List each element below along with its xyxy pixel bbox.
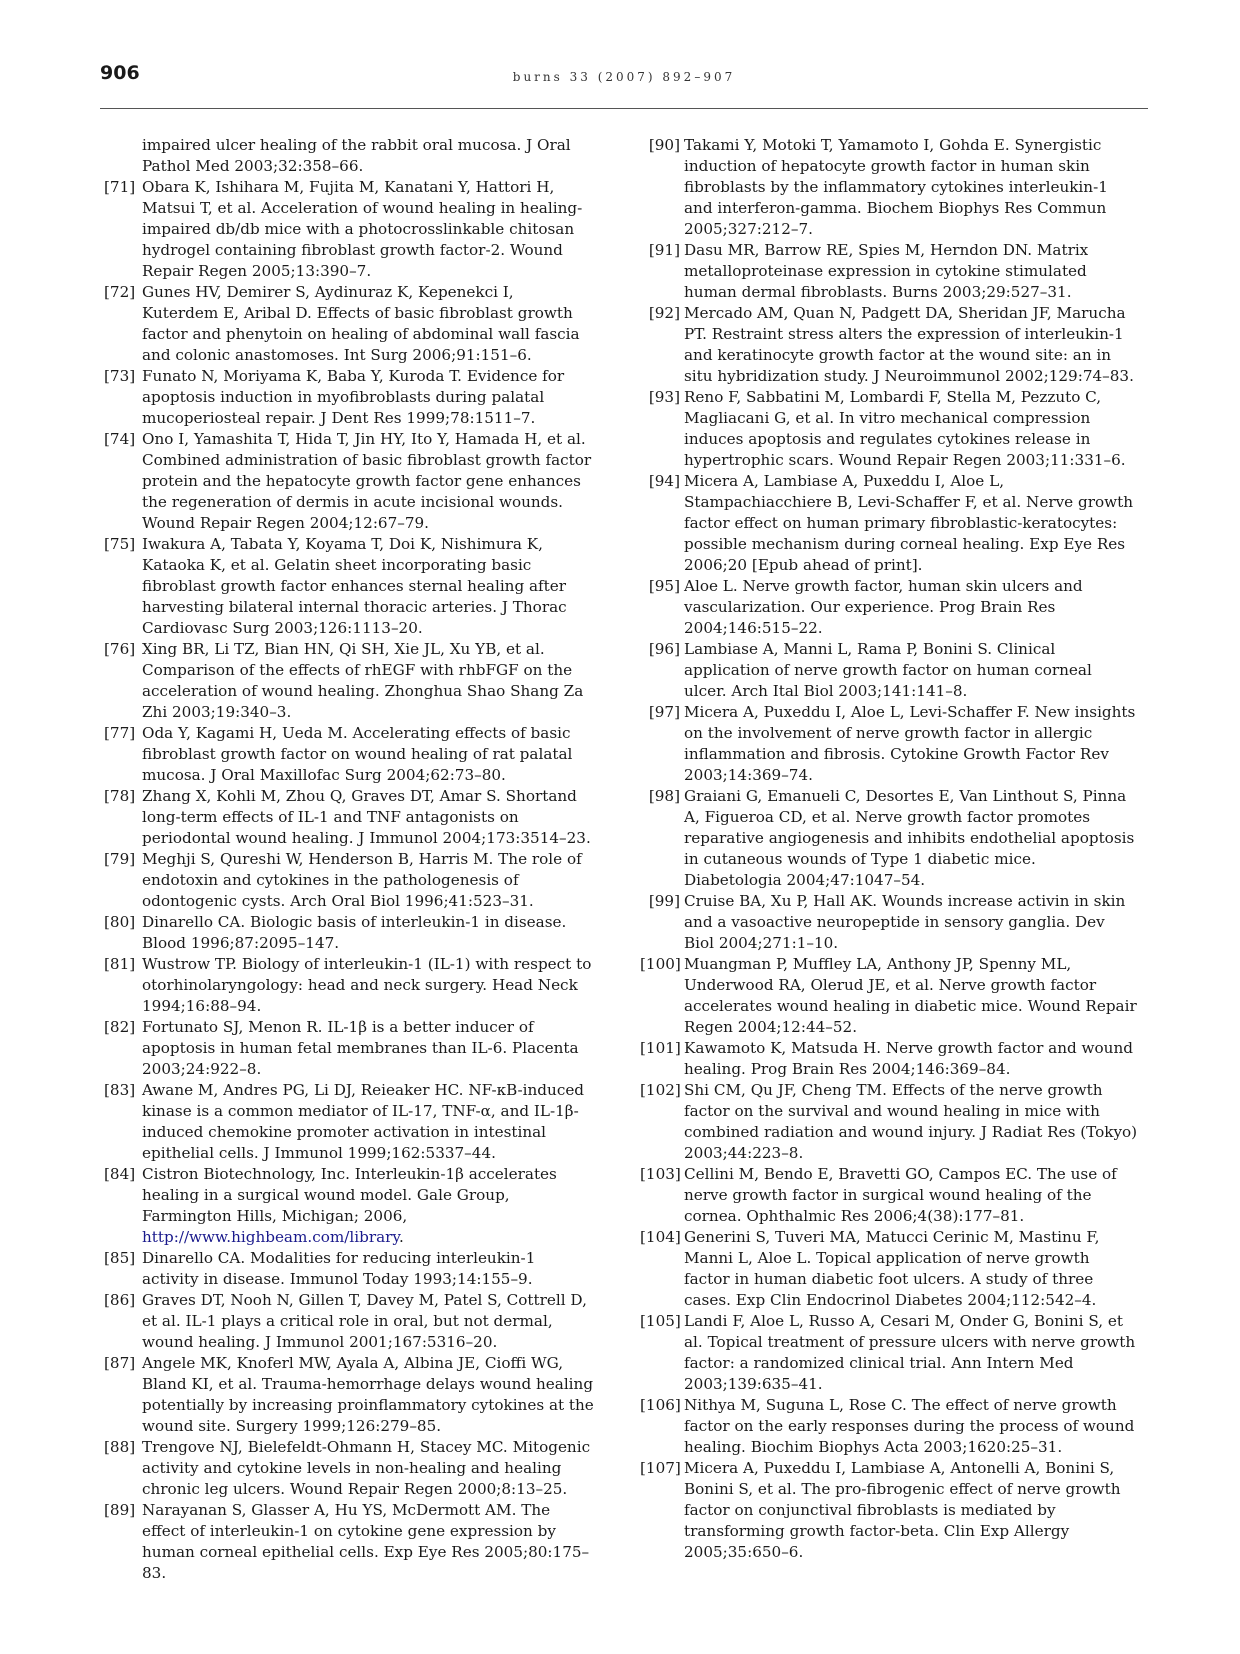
reference-item [642,1038,1138,1080]
reference-item [104,1080,594,1164]
reference-number: [85] [104,1249,136,1267]
reference-text: Shi CM, Qu JF, Cheng TM. Effects of the nerve growth factor on the survival and wound healing in mice with combined radiation and wound injury. J Radiat Res (Tokyo) 2003;44:223–8. [684,1081,1138,1162]
running-head: burns 33 (2007) 892–907 [512,70,736,84]
reference-continuation: impaired ulcer healing of the rabbit oral mucosa. J Oral Pathol Med 2003;32:358–66. [142,136,571,175]
reference-text: Lambiase A, Manni L, Rama P, Bonini S. Clinical application of nerve growth factor on human corneal ulcer. Arch Ital Biol 2003;141:141–8. [684,640,1092,700]
reference-number: [79] [104,850,136,868]
reference-text: Generini S, Tuveri MA, Matucci Cerinic M, Mastinu F, Manni L, Aloe L. Topical application of nerve growth factor in human diabetic foot ulcers. A study of three cases. Exp Clin Endocrinol Diabetes 2004;112:542–4. [684,1228,1100,1309]
reference-number: [81] [104,955,136,973]
reference-item [642,471,1138,576]
reference-number: [100] [640,955,681,973]
reference-number: [101] [640,1039,681,1057]
reference-number: [107] [640,1459,681,1477]
reference-number: [86] [104,1291,136,1309]
reference-list-right [642,135,1138,1563]
reference-text: Kawamoto K, Matsuda H. Nerve growth factor and wound healing. Prog Brain Res 2004;146:369–84. [684,1039,1133,1078]
reference-text: Cellini M, Bendo E, Bravetti GO, Campos EC. The use of nerve growth factor in surgical wound healing of the cornea. Ophthalmic Res 2006;4(38):177–81. [684,1165,1117,1225]
reference-text: Fortunato SJ, Menon R. IL-1β is a better inducer of apoptosis in human fetal membranes than IL-6. Placenta 2003;24:922–8. [142,1018,579,1078]
reference-item [104,282,594,366]
reference-number: [84] [104,1165,136,1183]
reference-link[interactable]: http://www.highbeam.com/library [142,1228,399,1246]
page-number: 906 [100,62,140,84]
reference-item [104,954,594,1017]
reference-text: Ono I, Yamashita T, Hida T, Jin HY, Ito Y, Hamada H, et al. Combined administration of basic fibroblast growth factor protein and the hepatocyte growth factor gene enhances the regeneration of dermis in acute incisional wounds. Wound Repair Regen 2004;12:67–79. [142,430,592,532]
reference-number: [102] [640,1081,681,1099]
reference-item [104,429,594,534]
reference-item [104,723,594,786]
reference-item [104,1248,594,1290]
reference-text: Landi F, Aloe L, Russo A, Cesari M, Onder G, Bonini S, et al. Topical treatment of pressure ulcers with nerve growth factor: a randomized clinical trial. Ann Intern Med 2003;139:635–41. [684,1312,1136,1393]
reference-item [642,1227,1138,1311]
reference-number: [92] [648,304,680,322]
reference-item [642,387,1138,471]
reference-item [104,912,594,954]
reference-text: Dinarello CA. Modalities for reducing interleukin-1 activity in disease. Immunol Today 1993;14:155–9. [142,1249,536,1288]
reference-item [642,303,1138,387]
reference-number: [96] [648,640,680,658]
reference-text-suffix: . [398,1228,404,1246]
reference-number: [93] [648,388,680,406]
reference-text: Awane M, Andres PG, Li DJ, Reieaker HC. NF-κB-induced kinase is a common mediator of IL-17, TNF-α, and IL-1β-induced chemokine promoter activation in intestinal epithelial cells. J Immunol 1999;162:5337–44. [142,1081,585,1162]
reference-column-left [104,135,594,1584]
reference-number: [88] [104,1438,136,1456]
reference-text: Oda Y, Kagami H, Ueda M. Accelerating effects of basic fibroblast growth factor on wound healing of rat palatal mucosa. J Oral Maxillofac Surg 2004;62:73–80. [142,724,573,784]
reference-text: Iwakura A, Tabata Y, Koyama T, Doi K, Nishimura K, Kataoka K, et al. Gelatin sheet incorporating basic fibroblast growth factor enhances sternal healing after harvesting bilateral internal thoracic arteries. J Thorac Cardiovasc Surg 2003;126:1113–20. [142,535,567,637]
reference-item [104,1017,594,1080]
reference-column-right [642,135,1138,1563]
page-header [100,62,1148,109]
reference-number: [105] [640,1312,681,1330]
reference-item [642,891,1138,954]
reference-item [642,135,1138,240]
reference-number: [73] [104,367,136,385]
reference-item [642,240,1138,303]
reference-item [642,576,1138,639]
reference-text: Dasu MR, Barrow RE, Spies M, Herndon DN. Matrix metalloproteinase expression in cytokine stimulated human dermal fibroblasts. Burns 2003;29:527–31. [684,241,1089,301]
reference-number: [103] [640,1165,681,1183]
reference-item [104,366,594,429]
reference-item [642,1080,1138,1164]
reference-text: Angele MK, Knoferl MW, Ayala A, Albina JE, Cioffi WG, Bland KI, et al. Trauma-hemorrhage delays wound healing potentially by increasing proinflammatory cytokines at the wound site. Surgery 1999;126:279–85. [142,1354,594,1435]
reference-number: [74] [104,430,136,448]
reference-text: Takami Y, Motoki T, Yamamoto I, Gohda E. Synergistic induction of hepatocyte growth factor in human skin fibroblasts by the inflammatory cytokines interleukin-1 and interferon-gamma. Biochem Biophys Res Commun 2005;327:212–7. [684,136,1108,238]
reference-item [104,1437,594,1500]
reference-text: Funato N, Moriyama K, Baba Y, Kuroda T. Evidence for apoptosis induction in myofibroblasts during palatal mucoperiosteal repair. J Dent Res 1999;78:1511–7. [142,367,565,427]
reference-text: Dinarello CA. Biologic basis of interleukin-1 in disease. Blood 1996;87:2095–147. [142,913,567,952]
reference-text: Micera A, Puxeddu I, Aloe L, Levi-Schaffer F. New insights on the involvement of nerve growth factor in allergic inflammation and fibrosis. Cytokine Growth Factor Rev 2003;14:369–74. [684,703,1136,784]
reference-text: Xing BR, Li TZ, Bian HN, Qi SH, Xie JL, Xu YB, et al. Comparison of the effects of rhEGF with rhbFGF on the acceleration of wound healing. Zhonghua Shao Shang Za Zhi 2003;19:340–3. [142,640,584,721]
reference-item [104,534,594,639]
reference-number: [87] [104,1354,136,1372]
reference-number: [106] [640,1396,681,1414]
reference-item [642,954,1138,1038]
reference-text: Zhang X, Kohli M, Zhou Q, Graves DT, Amar S. Shortand long-term effects of IL-1 and TNF antagonists on periodontal wound healing. J Immunol 2004;173:3514–23. [142,787,591,847]
reference-item [104,1500,594,1584]
reference-text: Mercado AM, Quan N, Padgett DA, Sheridan JF, Marucha PT. Restraint stress alters the expression of interleukin-1 and keratinocyte growth factor at the wound site: an in situ hybridization study. J Neuroimmunol 2002;129:74–83. [684,304,1134,385]
reference-number: [95] [648,577,680,595]
reference-item [642,1395,1138,1458]
reference-item [104,639,594,723]
reference-item [104,786,594,849]
reference-item [642,639,1138,702]
reference-text: Narayanan S, Glasser A, Hu YS, McDermott AM. The effect of interleukin-1 on cytokine gene expression by human corneal epithelial cells. Exp Eye Res 2005;80:175–83. [142,1501,590,1582]
reference-text: Cistron Biotechnology, Inc. Interleukin-1β accelerates healing in a surgical wound model. Gale Group, Farmington Hills, Michigan; 2006, [142,1165,557,1225]
reference-number: [104] [640,1228,681,1246]
reference-number: [89] [104,1501,136,1519]
reference-number: [98] [648,787,680,805]
reference-number: [72] [104,283,136,301]
reference-item [642,1311,1138,1395]
reference-item [104,1290,594,1353]
reference-list-left [104,177,594,1584]
reference-text: Reno F, Sabbatini M, Lombardi F, Stella M, Pezzuto C, Magliacani G, et al. In vitro mechanical compression induces apoptosis and regulates cytokines release in hypertrophic scars. Wound Repair Regen 2003;11:331–6. [684,388,1126,469]
reference-text: Graves DT, Nooh N, Gillen T, Davey M, Patel S, Cottrell D, et al. IL-1 plays a critical role in oral, but not dermal, wound healing. J Immunol 2001;167:5316–20. [142,1291,587,1351]
reference-number: [90] [648,136,680,154]
reference-text: Wustrow TP. Biology of interleukin-1 (IL-1) with respect to otorhinolaryngology: head and neck surgery. Head Neck 1994;16:88–94. [142,955,592,1015]
reference-text: Nithya M, Suguna L, Rose C. The effect of nerve growth factor on the early responses during the process of wound healing. Biochim Biophys Acta 2003;1620:25–31. [684,1396,1135,1456]
reference-number: [97] [648,703,680,721]
reference-number: [77] [104,724,136,742]
reference-text: Micera A, Puxeddu I, Lambiase A, Antonelli A, Bonini S, Bonini S, et al. The pro-fibrogenic effect of nerve growth factor on conjunctival fibroblasts is mediated by transforming growth factor-beta. Clin Exp Allergy 2005;35:650–6. [684,1459,1121,1561]
reference-item [104,1353,594,1437]
reference-text: Gunes HV, Demirer S, Aydinuraz K, Kepenekci I, Kuterdem E, Aribal D. Effects of basic fibroblast growth factor and phenytoin on healing of abdominal wall fascia and colonic anastomoses. Int Surg 2006;91:151–6. [142,283,580,364]
reference-number: [99] [648,892,680,910]
reference-text: Trengove NJ, Bielefeldt-Ohmann H, Stacey MC. Mitogenic activity and cytokine levels in non-healing and healing chronic leg ulcers. Wound Repair Regen 2000;8:13–25. [142,1438,591,1498]
reference-text: Micera A, Lambiase A, Puxeddu I, Aloe L, Stampachiacchiere B, Levi-Schaffer F, et al. Nerve growth factor effect on human primary fibroblastic-keratocytes: possible mechanism during corneal healing. Exp Eye Res 2006;20 [Epub ahead of print]. [684,472,1133,574]
reference-item [642,786,1138,891]
reference-item [104,177,594,282]
reference-number: [78] [104,787,136,805]
reference-item [104,849,594,912]
reference-text: Obara K, Ishihara M, Fujita M, Kanatani Y, Hattori H, Matsui T, et al. Acceleration of wound healing in healing-impaired db/db mice with a photocrosslinkable chitosan hydrogel containing fibroblast growth factor-2. Wound Repair Regen 2005;13:390–7. [142,178,583,280]
reference-text: Cruise BA, Xu P, Hall AK. Wounds increase activin in skin and a vasoactive neuropeptide in sensory ganglia. Dev Biol 2004;271:1–10. [684,892,1126,952]
reference-text: Meghji S, Qureshi W, Henderson B, Harris M. The role of endotoxin and cytokines in the pathologenesis of odontogenic cysts. Arch Oral Biol 1996;41:523–31. [142,850,582,910]
reference-item [642,1164,1138,1227]
reference-number: [91] [648,241,680,259]
reference-text: Muangman P, Muffley LA, Anthony JP, Spenny ML, Underwood RA, Olerud JE, et al. Nerve growth factor accelerates wound healing in diabetic mice. Wound Repair Regen 2004;12:44–52. [684,955,1137,1036]
reference-number: [94] [648,472,680,490]
reference-item [642,1458,1138,1563]
reference-number: [83] [104,1081,136,1099]
reference-text: Aloe L. Nerve growth factor, human skin ulcers and vascularization. Our experience. Prog Brain Res 2004;146:515–22. [684,577,1083,637]
reference-number: [80] [104,913,136,931]
reference-text: Graiani G, Emanueli C, Desortes E, Van Linthout S, Pinna A, Figueroa CD, et al. Nerve growth factor promotes reparative angiogenesis and inhibits endothelial apoptosis in cutaneous wounds of Type 1 diabetic mice. Diabetologia 2004;47:1047–54. [684,787,1135,889]
reference-number: [71] [104,178,136,196]
reference-number: [76] [104,640,136,658]
reference-item [104,1164,594,1248]
reference-number: [82] [104,1018,136,1036]
reference-number: [75] [104,535,136,553]
reference-item [642,702,1138,786]
